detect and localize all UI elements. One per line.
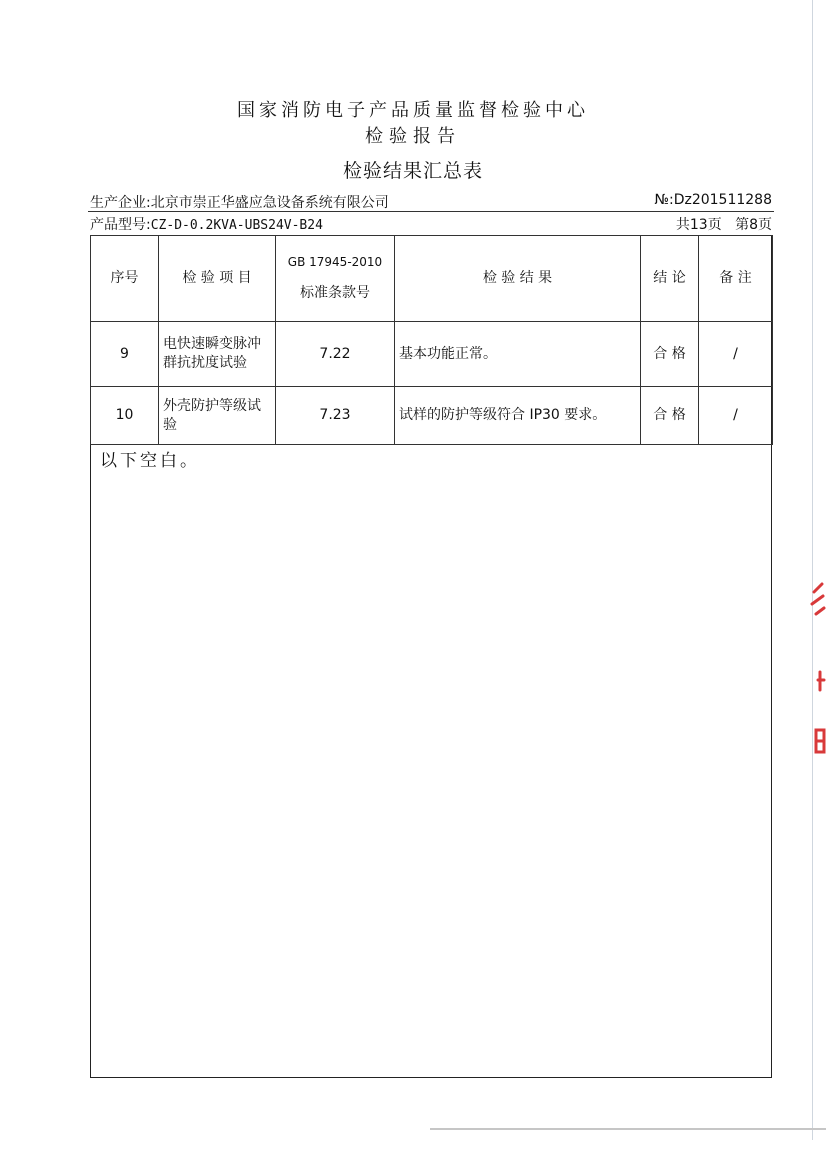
row-conclusion: 合 格 — [641, 387, 699, 445]
header-result: 检 验 结 果 — [395, 236, 641, 322]
manufacturer-value: 北京市崇正华盛应急设备系统有限公司 — [150, 195, 389, 211]
meta-divider — [88, 211, 774, 212]
header-standard-name: GB 17945-2010 — [287, 254, 383, 269]
scan-edge-line — [812, 0, 813, 1140]
results-table — [90, 235, 773, 445]
header-conclusion: 结 论 — [641, 236, 699, 322]
header-seq: 序号 — [91, 236, 159, 322]
organization-name: 国家消防电子产品质量监督检验中心 — [237, 100, 589, 121]
row-clause: 7.23 — [276, 387, 395, 445]
row-seq: 10 — [91, 387, 159, 445]
row-result: 试样的防护等级符合 IP30 要求。 — [395, 387, 641, 445]
manufacturer-label: 生产企业: — [90, 195, 151, 211]
row-item: 电快速瞬变脉冲群抗扰度试验 — [159, 322, 276, 387]
model-value: CZ-D-0.2KVA-UBS24V-B24 — [150, 218, 323, 233]
row-seq: 9 — [91, 322, 159, 387]
row-item: 外壳防护等级试验 — [159, 387, 276, 445]
header-item: 检 验 项 目 — [159, 236, 276, 322]
total-pages: 共13页 — [675, 217, 722, 233]
model-line — [90, 214, 323, 234]
blank-below-note: 以下空白。 — [100, 451, 200, 471]
header-remark: 备 注 — [699, 236, 773, 322]
row-remark: / — [699, 322, 773, 387]
model-label: 产品型号: — [90, 217, 151, 233]
scan-bottom-shadow — [430, 1128, 826, 1130]
row-result: 基本功能正常。 — [395, 322, 641, 387]
table-title: 检验结果汇总表 — [342, 160, 483, 182]
header-standard — [276, 236, 395, 322]
table-row — [91, 387, 773, 445]
table-row — [91, 322, 773, 387]
page-info — [600, 214, 772, 234]
red-seal-fragment — [806, 580, 826, 770]
report-title: 检验报告 — [365, 126, 461, 147]
row-remark: / — [699, 387, 773, 445]
manufacturer-line — [90, 192, 389, 212]
report-number: №:Dz201511288 — [654, 192, 772, 208]
header-standard-clause: 标准条款号 — [300, 285, 370, 302]
row-conclusion: 合 格 — [641, 322, 699, 387]
row-clause: 7.22 — [276, 322, 395, 387]
table-header-row — [91, 236, 773, 322]
current-page: 第8页 — [735, 217, 772, 233]
